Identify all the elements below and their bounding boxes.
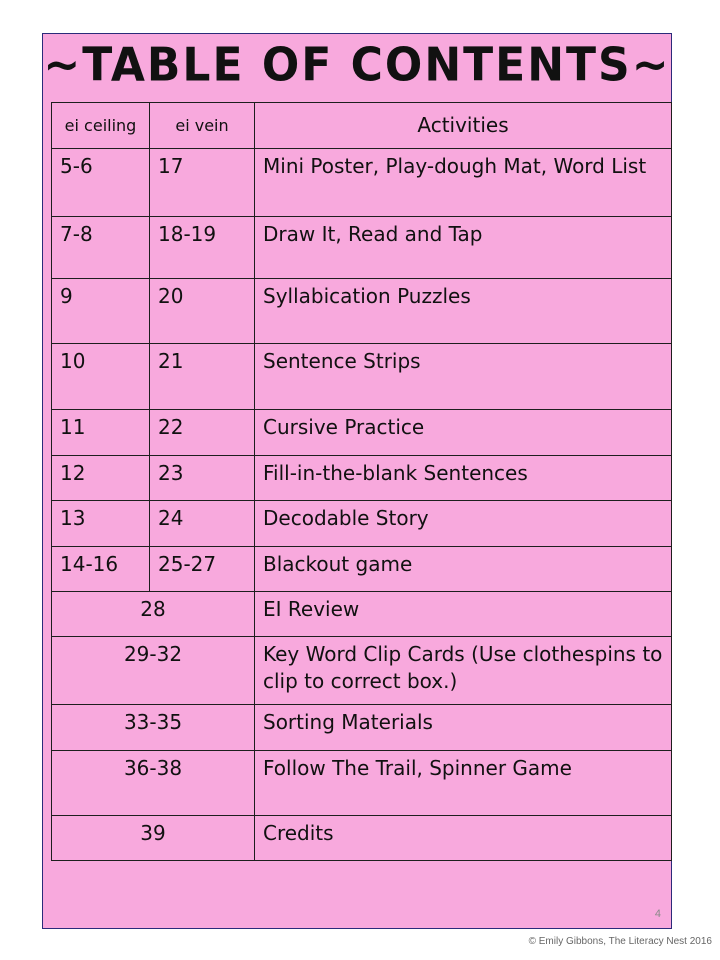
table-row-merged bbox=[52, 816, 672, 861]
activity-cell: Blackout game bbox=[255, 547, 672, 592]
ceiling-pages: 12 bbox=[52, 456, 150, 501]
activity-cell: Follow The Trail, Spinner Game bbox=[255, 751, 672, 816]
table-row bbox=[52, 456, 672, 501]
vein-pages: 17 bbox=[150, 149, 255, 217]
activity-cell: Key Word Clip Cards (Use clothespins to clip to correct box.) bbox=[255, 637, 672, 705]
activity-cell: Fill-in-the-blank Sentences bbox=[255, 456, 672, 501]
activity-cell: Sorting Materials bbox=[255, 705, 672, 751]
merged-pages: 36-38 bbox=[52, 751, 255, 816]
activity-cell: Mini Poster, Play-dough Mat, Word List bbox=[255, 149, 672, 217]
activity-cell: Cursive Practice bbox=[255, 410, 672, 456]
table-row bbox=[52, 217, 672, 279]
ceiling-pages: 5-6 bbox=[52, 149, 150, 217]
ceiling-pages: 7-8 bbox=[52, 217, 150, 279]
page-title: ~TABLE OF CONTENTS~ bbox=[43, 38, 671, 93]
ceiling-pages: 14-16 bbox=[52, 547, 150, 592]
table-row bbox=[52, 279, 672, 344]
ceiling-pages: 10 bbox=[52, 344, 150, 410]
header-ei-ceiling: ei ceiling bbox=[52, 103, 150, 149]
table-row-merged bbox=[52, 637, 672, 705]
ceiling-pages: 9 bbox=[52, 279, 150, 344]
table-row bbox=[52, 547, 672, 592]
activity-cell: Sentence Strips bbox=[255, 344, 672, 410]
copyright-notice: © Emily Gibbons, The Literacy Nest 2016 bbox=[528, 936, 712, 947]
document-page bbox=[42, 33, 672, 929]
vein-pages: 20 bbox=[150, 279, 255, 344]
table-row-merged bbox=[52, 592, 672, 637]
table-row bbox=[52, 344, 672, 410]
table-row bbox=[52, 149, 672, 217]
activity-cell: Syllabication Puzzles bbox=[255, 279, 672, 344]
activity-cell: EI Review bbox=[255, 592, 672, 637]
vein-pages: 25-27 bbox=[150, 547, 255, 592]
merged-pages: 39 bbox=[52, 816, 255, 861]
page-number: 4 bbox=[654, 908, 661, 920]
header-ei-vein: ei vein bbox=[150, 103, 255, 149]
activity-cell: Credits bbox=[255, 816, 672, 861]
vein-pages: 18-19 bbox=[150, 217, 255, 279]
vein-pages: 21 bbox=[150, 344, 255, 410]
table-row-merged bbox=[52, 751, 672, 816]
vein-pages: 23 bbox=[150, 456, 255, 501]
vein-pages: 24 bbox=[150, 501, 255, 547]
table-row-merged bbox=[52, 705, 672, 751]
activity-cell: Decodable Story bbox=[255, 501, 672, 547]
contents-table bbox=[51, 102, 672, 861]
header-activities: Activities bbox=[255, 103, 672, 149]
ceiling-pages: 11 bbox=[52, 410, 150, 456]
activity-cell: Draw It, Read and Tap bbox=[255, 217, 672, 279]
vein-pages: 22 bbox=[150, 410, 255, 456]
merged-pages: 28 bbox=[52, 592, 255, 637]
header-row bbox=[52, 103, 672, 149]
table-row bbox=[52, 501, 672, 547]
ceiling-pages: 13 bbox=[52, 501, 150, 547]
merged-pages: 33-35 bbox=[52, 705, 255, 751]
table-row bbox=[52, 410, 672, 456]
merged-pages: 29-32 bbox=[52, 637, 255, 705]
